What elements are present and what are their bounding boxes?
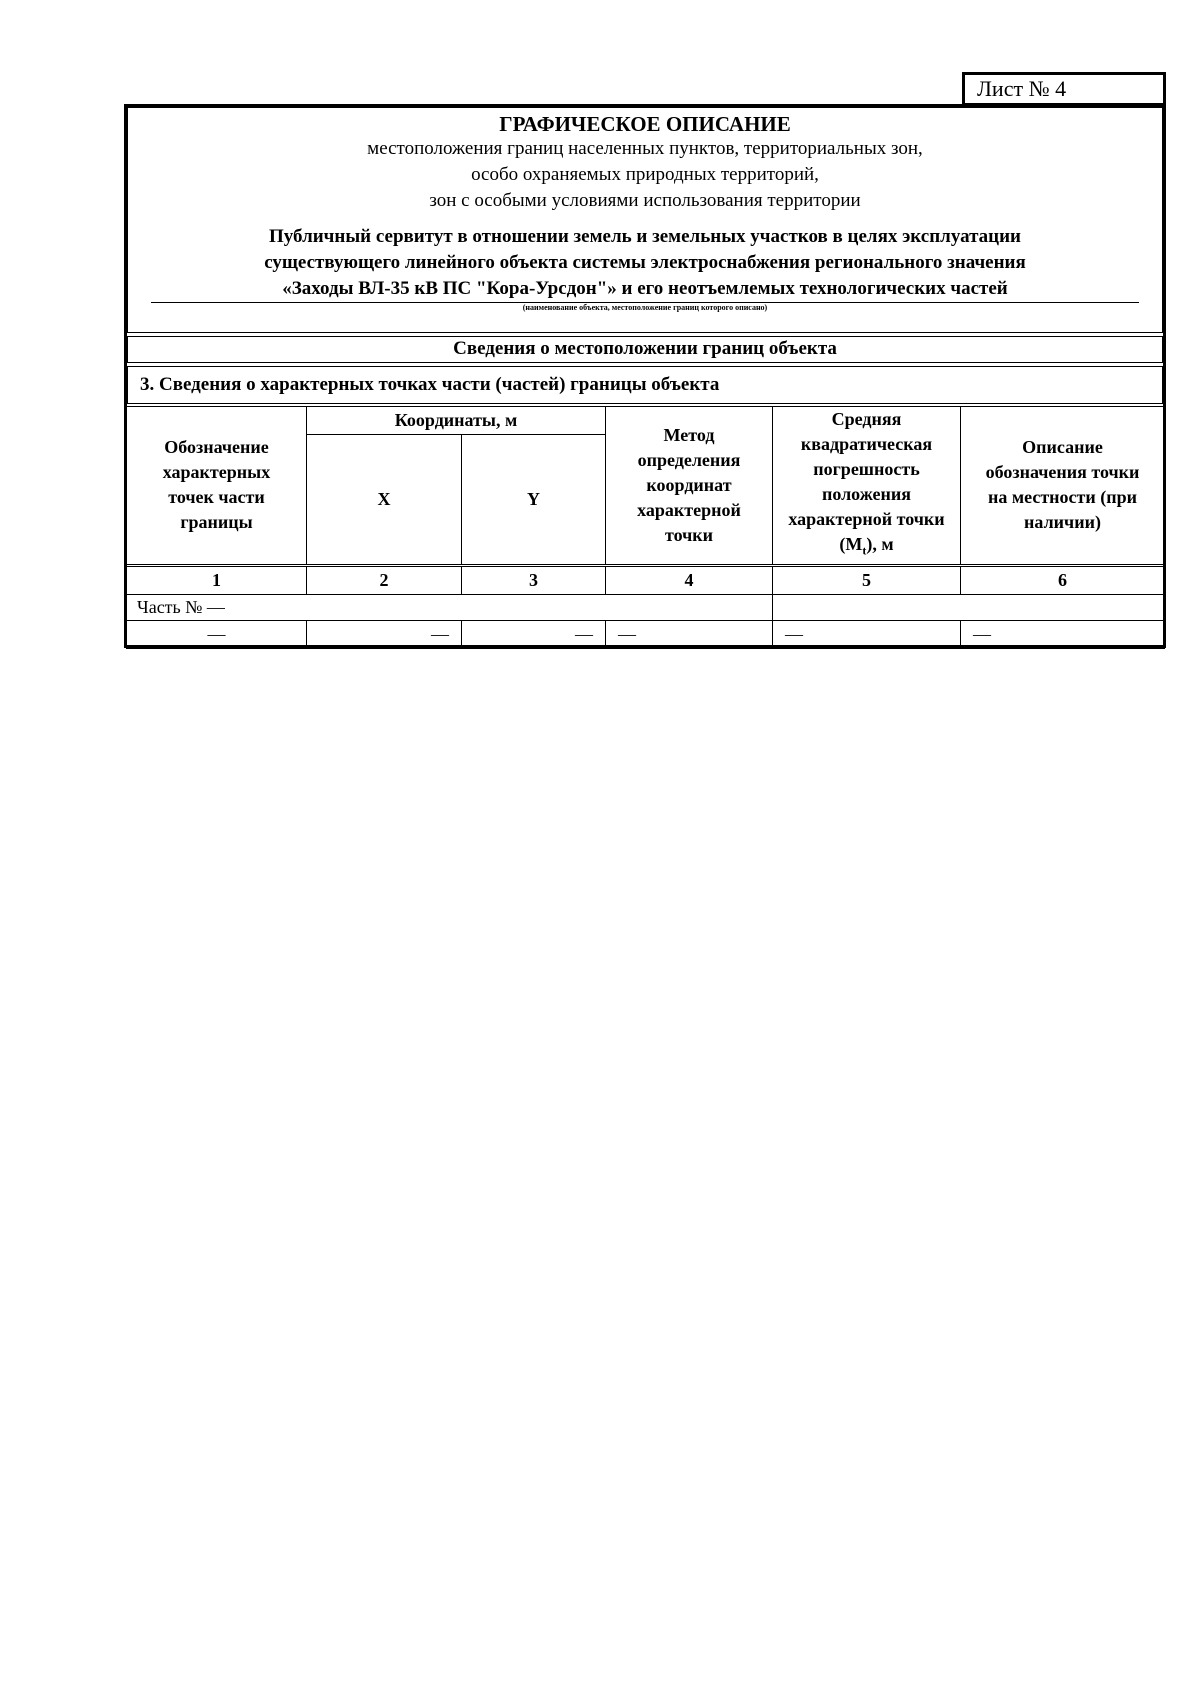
cell-y: — (462, 620, 606, 648)
points-table (126, 406, 1165, 649)
cell-designation: — (127, 620, 307, 648)
col-method: Метод определения координат характерной точки (606, 407, 773, 566)
document-title: ГРАФИЧЕСКОЕ ОПИСАНИЕ (499, 112, 791, 136)
object-line-1: Публичный сервитут в отношении земель и земельных участков в целях эксплуатации (269, 226, 1021, 247)
col-error-suffix: ), м (866, 534, 894, 554)
subtitle-line-1: местоположения границ населенных пунктов, территориальных зон, (367, 138, 923, 159)
object-line-2: существующего линейного объекта системы электроснабжения регионального значения (264, 252, 1026, 273)
sheet-number: Лист № 4 (962, 72, 1166, 106)
part-blank (773, 594, 1165, 620)
col-number-2: 2 (307, 565, 462, 594)
cell-x: — (307, 620, 462, 648)
cell-method: — (606, 620, 773, 648)
col-error-text: Средняя квадратическая погрешность положения характерной точки (M (788, 409, 945, 554)
col-coordinates: Координаты, м (307, 407, 606, 435)
col-designation: Обозначение характерных точек части границы (127, 407, 307, 566)
col-description: Описание обозначения точки на местности (при наличии) (961, 407, 1165, 566)
col-x: X (307, 435, 462, 566)
col-number-1: 1 (127, 565, 307, 594)
cell-error: — (773, 620, 961, 648)
object-line-3: «Заходы ВЛ-35 кВ ПС "Кора-Урсдон"» и его неотъемлемых технологических частей (282, 278, 1008, 299)
header-block (127, 107, 1163, 333)
col-error-sub: t (862, 543, 867, 558)
col-error (773, 407, 961, 566)
col-number-3: 3 (462, 565, 606, 594)
subtitle-line-2: особо охраняемых природных территорий, (471, 164, 819, 185)
object-caption: (наименование объекта, местоположение границ которого описано) (522, 303, 768, 312)
col-number-5: 5 (773, 565, 961, 594)
subsection-title: 3. Сведения о характерных точках части (частей) границы объекта (127, 366, 1163, 404)
col-y: Y (462, 435, 606, 566)
cell-description: — (961, 620, 1165, 648)
col-number-4: 4 (606, 565, 773, 594)
section-title: Сведения о местоположении границ объекта (127, 336, 1163, 363)
subtitle-line-3: зон с особыми условиями использования территории (429, 190, 861, 211)
col-number-6: 6 (961, 565, 1165, 594)
part-label: Часть № — (127, 594, 773, 620)
table-row (127, 620, 1165, 648)
